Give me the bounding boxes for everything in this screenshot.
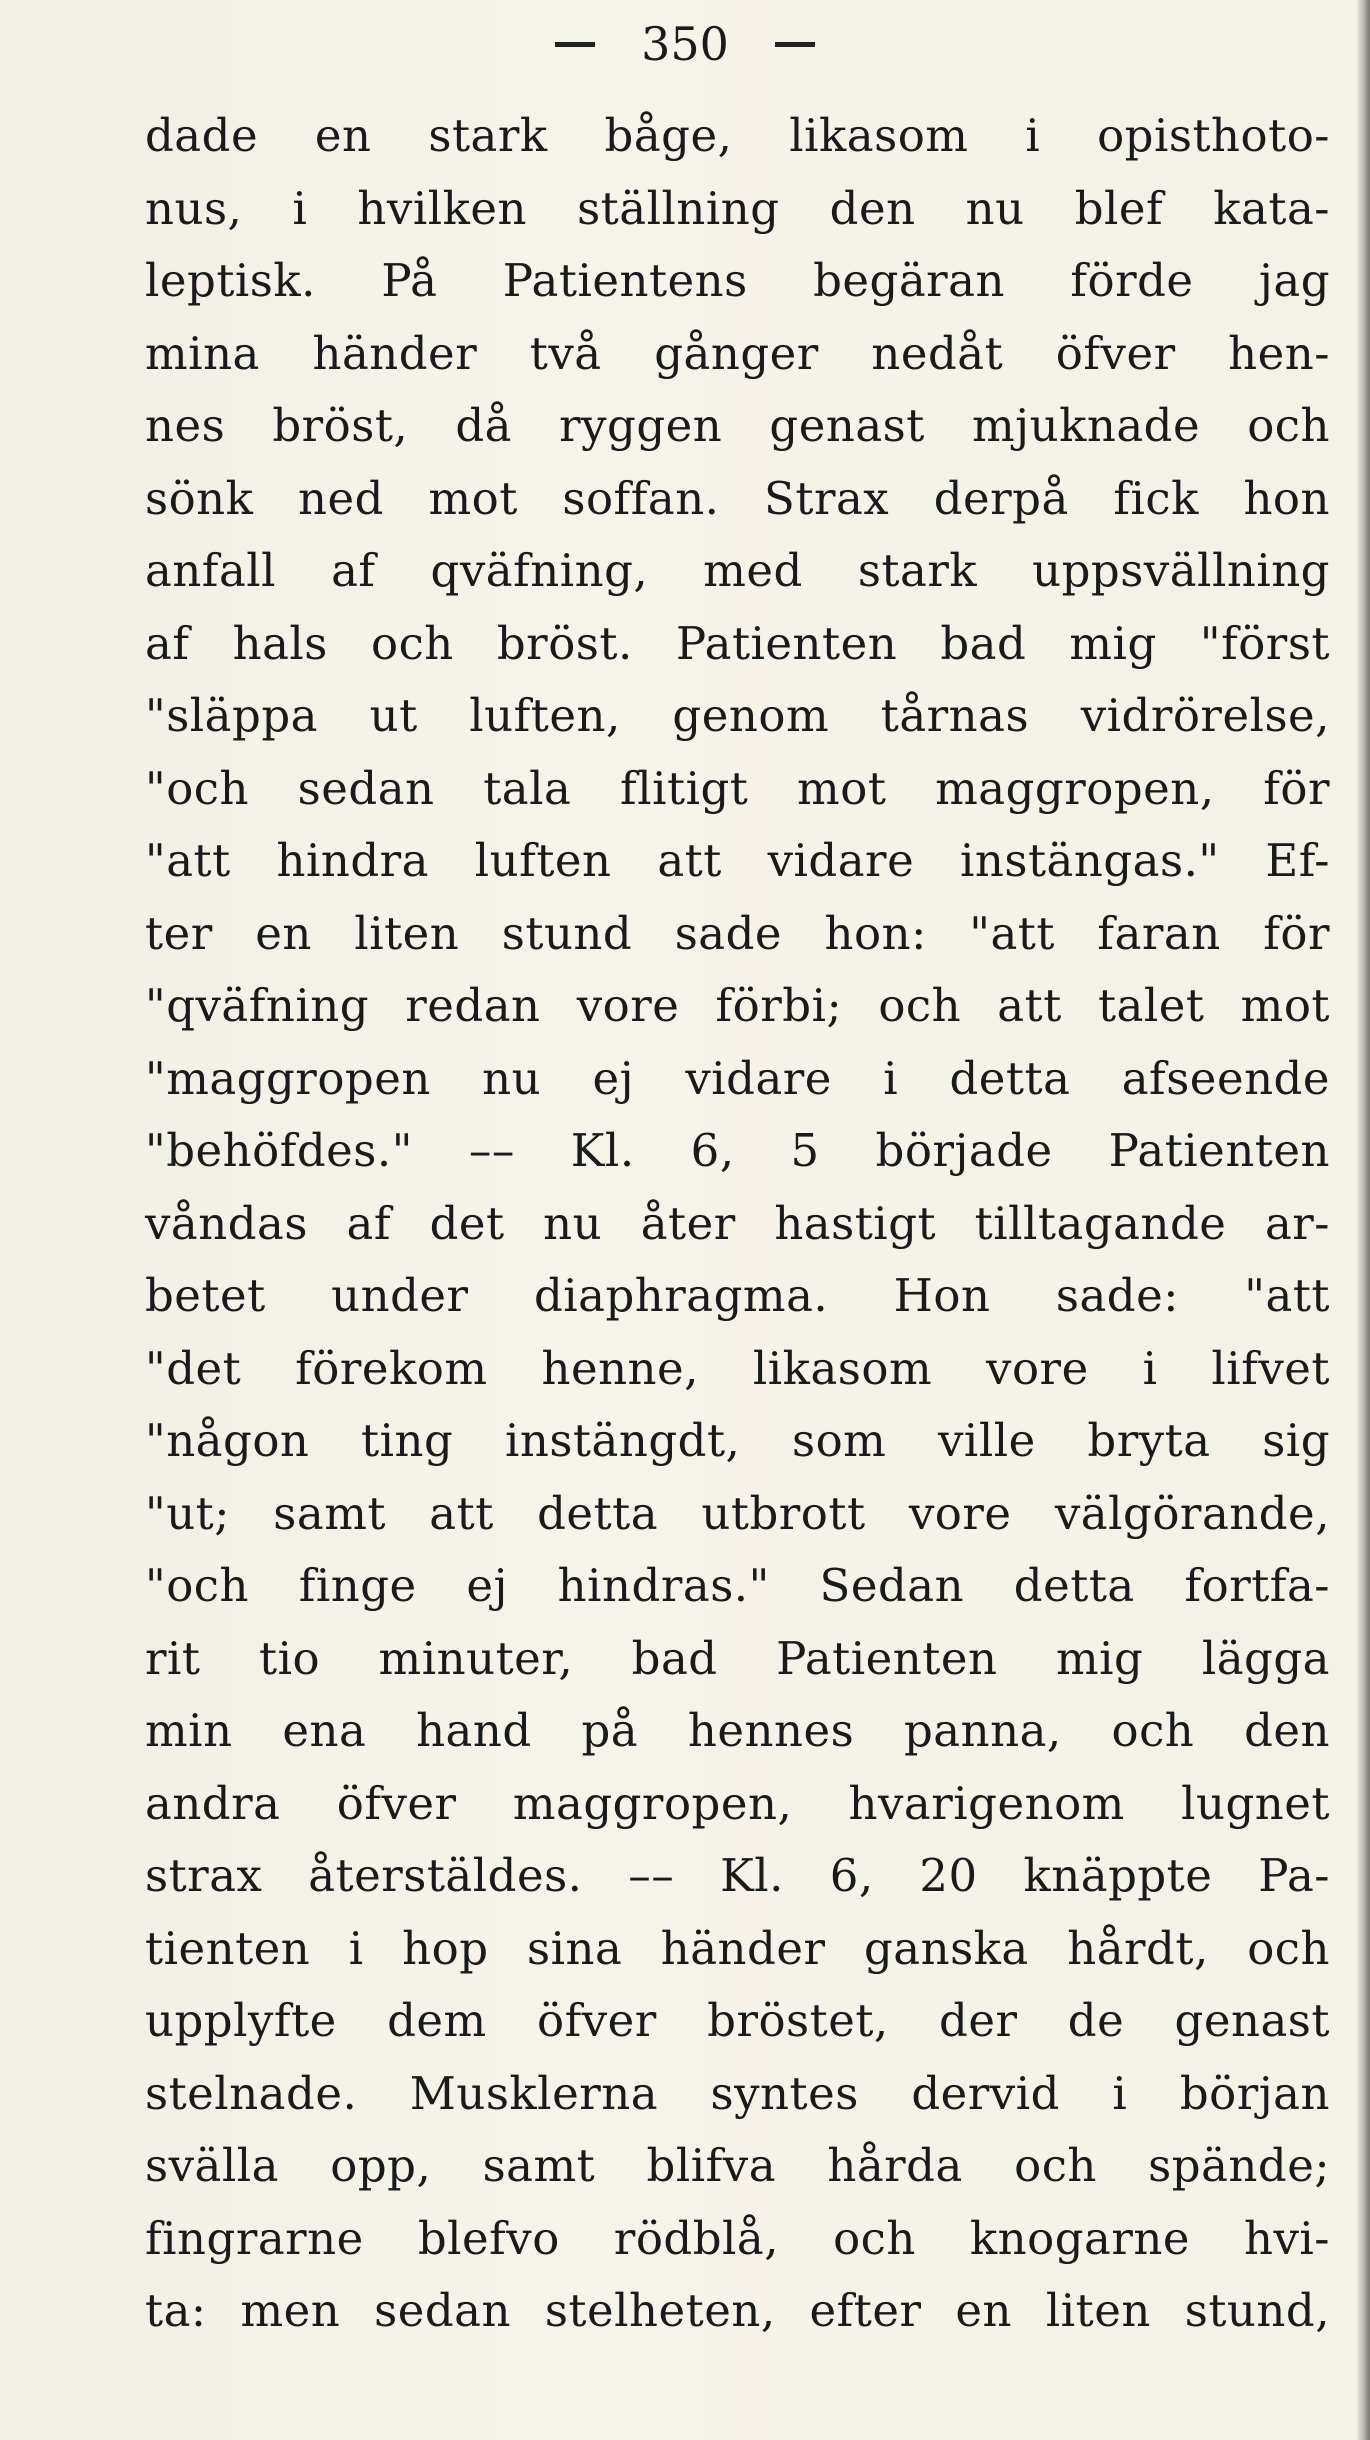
page-number: 350	[641, 17, 729, 71]
text-line: "och sedan tala flitigt mot maggropen, för	[145, 761, 1330, 815]
text-line: sönk ned mot soffan. Strax derpå fick hon	[145, 471, 1330, 525]
text-line: betet under diaphragma. Hon sade: "att	[145, 1269, 1330, 1322]
text-line: tienten i hop sina händer ganska hårdt, och	[145, 1921, 1330, 1975]
text-line: dade en stark båge, likasom i opisthoto-	[145, 109, 1330, 162]
text-line: "behöfdes." –– Kl. 6, 5 började Patienten	[145, 1124, 1330, 1177]
text-line: "det förekom henne, likasom vore i lifvet	[145, 1341, 1330, 1395]
text-line: fingrarne blefvo rödblå, och knogarne hvi-	[145, 2211, 1330, 2265]
text-line: "maggropen nu ej vidare i detta afseende	[145, 1051, 1330, 1105]
text-line: stelnade. Musklerna syntes dervid i början	[145, 2066, 1330, 2120]
text-line: "ut; samt att detta utbrott vore välgörande,	[145, 1486, 1330, 1540]
text-line: "att hindra luften att vidare instängas." Ef-	[145, 834, 1330, 887]
text-line: upplyfte dem öfver bröstet, der de genast	[145, 1994, 1330, 2047]
text-line: leptisk. På Patientens begäran förde jag	[145, 254, 1330, 307]
text-line: ta: men sedan stelheten, efter en liten stund,	[145, 2284, 1330, 2337]
text-line: nes bröst, då ryggen genast mjuknade och	[145, 399, 1330, 452]
text-line: "och finge ej hindras." Sedan detta fortfa-	[145, 1559, 1330, 1612]
text-line: min ena hand på hennes panna, och den	[145, 1704, 1330, 1757]
text-line: "någon ting instängdt, som ville bryta sig	[145, 1414, 1330, 1467]
page-header	[0, 14, 1370, 74]
text-line: andra öfver maggropen, hvarigenom lugnet	[145, 1776, 1330, 1830]
header-dash-left	[555, 42, 595, 47]
text-line: "qväfning redan vore förbi; och att talet mot	[145, 979, 1330, 1032]
text-line: våndas af det nu åter hastigt tilltagande ar-	[145, 1196, 1330, 1250]
header-dash-right	[775, 42, 815, 47]
text-line: strax återstäldes. –– Kl. 6, 20 knäppte Pa-	[145, 1849, 1330, 1902]
text-line: anfall af qväfning, med stark uppsvällning	[145, 544, 1330, 597]
text-line: "släppa ut luften, genom tårnas vidrörelse,	[145, 689, 1330, 742]
text-line: nus, i hvilken ställning den nu blef kata-	[145, 181, 1330, 235]
text-line: ter en liten stund sade hon: "att faran för	[145, 906, 1330, 960]
text-line: svälla opp, samt blifva hårda och spände;	[145, 2139, 1330, 2192]
page-binding-edge	[1356, 0, 1370, 2440]
text-line: rit tio minuter, bad Patienten mig lägga	[145, 1631, 1330, 1685]
text-line: af hals och bröst. Patienten bad mig "först	[145, 616, 1330, 670]
text-line: mina händer två gånger nedåt öfver hen-	[145, 326, 1330, 380]
body-text	[145, 100, 1330, 2348]
